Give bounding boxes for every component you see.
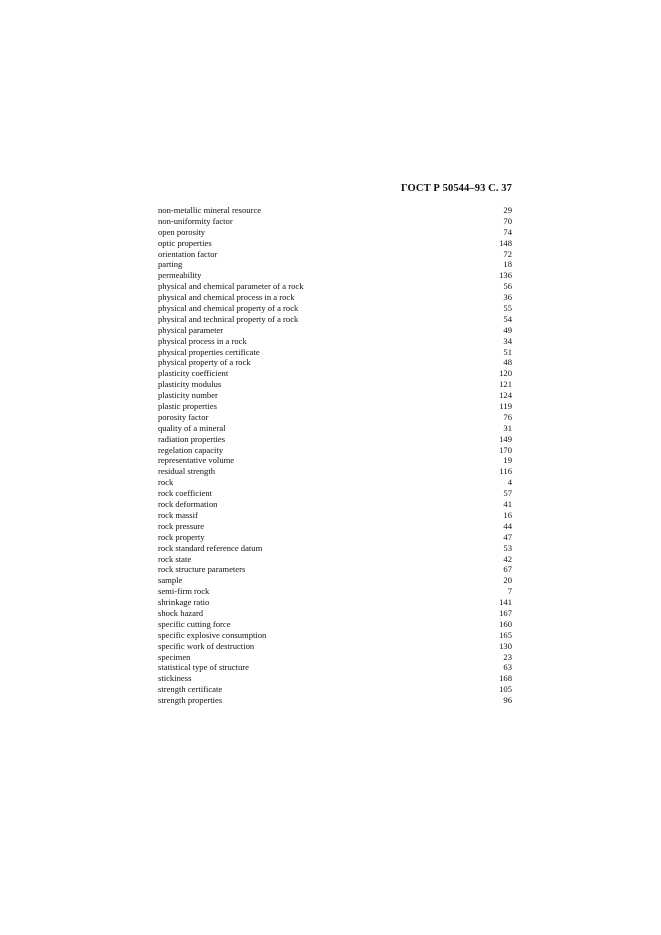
index-entry <box>158 445 512 456</box>
entry-page-number: 54 <box>503 313 512 324</box>
entry-term: physical parameter <box>158 324 224 335</box>
entry-page-number: 7 <box>507 586 512 597</box>
entry-term: physical process in a rock <box>158 335 247 346</box>
entry-page-number: 96 <box>503 695 512 706</box>
entry-term: rock coefficient <box>158 488 213 499</box>
entry-page-number: 168 <box>499 673 512 684</box>
index-entry <box>158 455 512 466</box>
entry-term: plasticity modulus <box>158 379 222 390</box>
entry-page-number: 130 <box>499 640 512 651</box>
page-header: ГОСТ Р 50544–93 С. 37 <box>400 183 512 194</box>
entry-page-number: 121 <box>499 379 512 390</box>
entry-page-number: 67 <box>503 564 512 575</box>
entry-page-number: 19 <box>503 455 512 466</box>
index-entry <box>158 466 512 477</box>
index-entry <box>158 434 512 445</box>
index-entry <box>158 543 512 554</box>
entry-term: physical properties certificate <box>158 346 260 357</box>
index-entry <box>158 401 512 412</box>
index-entry <box>158 641 512 652</box>
entry-page-number: 124 <box>499 390 512 401</box>
entry-page-number: 44 <box>503 520 512 531</box>
entry-page-number: 116 <box>499 466 512 477</box>
entry-page-number: 141 <box>499 597 512 608</box>
entry-page-number: 55 <box>503 303 512 314</box>
entry-page-number: 23 <box>503 651 512 662</box>
index-entry <box>158 303 512 314</box>
entry-page-number: 34 <box>503 335 512 346</box>
index-entry <box>158 270 512 281</box>
entry-page-number: 105 <box>499 684 512 695</box>
index-entry <box>158 575 512 586</box>
index-entry <box>158 684 512 695</box>
entry-page-number: 47 <box>503 531 512 542</box>
entry-page-number: 29 <box>503 205 512 215</box>
entry-page-number: 41 <box>503 499 512 510</box>
entry-term: radiation properties <box>158 433 226 444</box>
index-entry <box>158 205 512 216</box>
entry-page-number: 63 <box>503 662 512 673</box>
index-entry <box>158 292 512 303</box>
entry-page-number: 72 <box>503 248 512 259</box>
entry-term: physical property of a rock <box>158 357 251 368</box>
entry-term: porosity factor <box>158 411 209 422</box>
entry-term: plasticity coefficient <box>158 368 229 379</box>
index-entry <box>158 673 512 684</box>
entry-term: open porosity <box>158 226 206 237</box>
entry-page-number: 160 <box>499 618 512 629</box>
entry-term: shrinkage ratio <box>158 597 210 608</box>
entry-page-number: 36 <box>503 292 512 303</box>
entry-term: representative volume <box>158 455 235 466</box>
entry-term: specific explosive consumption <box>158 629 267 640</box>
entry-term: sample <box>158 575 183 586</box>
entry-page-number: 70 <box>503 215 512 226</box>
entry-term: permeability <box>158 270 202 281</box>
entry-page-number: 148 <box>499 237 512 248</box>
entry-term: specimen <box>158 651 191 662</box>
index-entry <box>158 608 512 619</box>
entry-page-number: 170 <box>499 444 512 455</box>
entry-page-number: 18 <box>503 259 512 270</box>
entry-term: physical and chemical property of a rock <box>158 303 299 314</box>
index-entry <box>158 564 512 575</box>
index-entry <box>158 630 512 641</box>
index-entry <box>158 488 512 499</box>
entry-page-number: 16 <box>503 509 512 520</box>
index-entry <box>158 281 512 292</box>
index-entry <box>158 695 512 706</box>
entry-term: rock <box>158 477 174 488</box>
entry-term: stickiness <box>158 673 192 684</box>
entry-term: physical and chemical process in a rock <box>158 292 295 303</box>
entry-page-number: 57 <box>503 488 512 499</box>
index-entry <box>158 554 512 565</box>
index-entry <box>158 532 512 543</box>
entry-page-number: 20 <box>503 575 512 586</box>
entry-term: residual strength <box>158 466 216 477</box>
entry-page-number: 76 <box>503 411 512 422</box>
entry-term: regelation capacity <box>158 444 224 455</box>
index-entry <box>158 368 512 379</box>
entry-term: optic properties <box>158 237 212 248</box>
entry-page-number: 120 <box>499 368 512 379</box>
index-entry <box>158 259 512 270</box>
entry-term: specific cutting force <box>158 618 231 629</box>
entry-page-number: 165 <box>499 629 512 640</box>
index-entry <box>158 619 512 630</box>
index-entry <box>158 314 512 325</box>
entry-term: non-metallic mineral resource <box>158 205 262 215</box>
entry-term: physical and technical property of a rock <box>158 313 299 324</box>
entry-page-number: 119 <box>499 401 512 412</box>
index-entry <box>158 477 512 488</box>
index-entry <box>158 227 512 238</box>
entry-page-number: 31 <box>503 422 512 433</box>
entry-term: physical and chemical parameter of a rock <box>158 281 304 292</box>
entry-term: non-uniformity factor <box>158 215 233 226</box>
index-entry <box>158 652 512 663</box>
index-entry <box>158 586 512 597</box>
entry-term: rock structure parameters <box>158 564 246 575</box>
entry-term: quality of a mineral <box>158 422 226 433</box>
entry-page-number: 167 <box>499 607 512 618</box>
entry-page-number: 49 <box>503 324 512 335</box>
index-entry <box>158 336 512 347</box>
index-entry <box>158 249 512 260</box>
entry-page-number: 4 <box>507 477 512 488</box>
index-entry <box>158 412 512 423</box>
index-entry <box>158 347 512 358</box>
index-entry <box>158 423 512 434</box>
index-entry <box>158 662 512 673</box>
entry-term: rock state <box>158 553 192 564</box>
index-entry <box>158 325 512 336</box>
entry-term: strength certificate <box>158 684 223 695</box>
entry-page-number: 56 <box>503 281 512 292</box>
entry-term: rock deformation <box>158 499 218 510</box>
entry-term: strength properties <box>158 695 223 706</box>
entry-page-number: 149 <box>499 433 512 444</box>
entry-page-number: 136 <box>499 270 512 281</box>
term-index <box>158 205 512 706</box>
index-entry <box>158 238 512 249</box>
entry-term: shock hazard <box>158 607 204 618</box>
entry-term: orientation factor <box>158 248 218 259</box>
entry-page-number: 42 <box>503 553 512 564</box>
index-entry <box>158 390 512 401</box>
entry-term: plastic properties <box>158 401 217 412</box>
entry-term: rock standard reference datum <box>158 542 263 553</box>
entry-term: statistical type of structure <box>158 662 249 673</box>
entry-term: parting <box>158 259 183 270</box>
entry-term: semi-firm rock <box>158 586 210 597</box>
entry-page-number: 74 <box>503 226 512 237</box>
entry-term: rock property <box>158 531 205 542</box>
index-entry <box>158 216 512 227</box>
index-entry <box>158 510 512 521</box>
entry-page-number: 53 <box>503 542 512 553</box>
index-entry <box>158 499 512 510</box>
index-entry <box>158 357 512 368</box>
index-entry <box>158 379 512 390</box>
entry-term: rock massif <box>158 509 198 520</box>
index-entry <box>158 521 512 532</box>
entry-term: specific work of destruction <box>158 640 255 651</box>
entry-page-number: 51 <box>503 346 512 357</box>
entry-page-number: 48 <box>503 357 512 368</box>
entry-term: plasticity number <box>158 390 218 401</box>
index-entry <box>158 597 512 608</box>
entry-term: rock pressure <box>158 520 205 531</box>
